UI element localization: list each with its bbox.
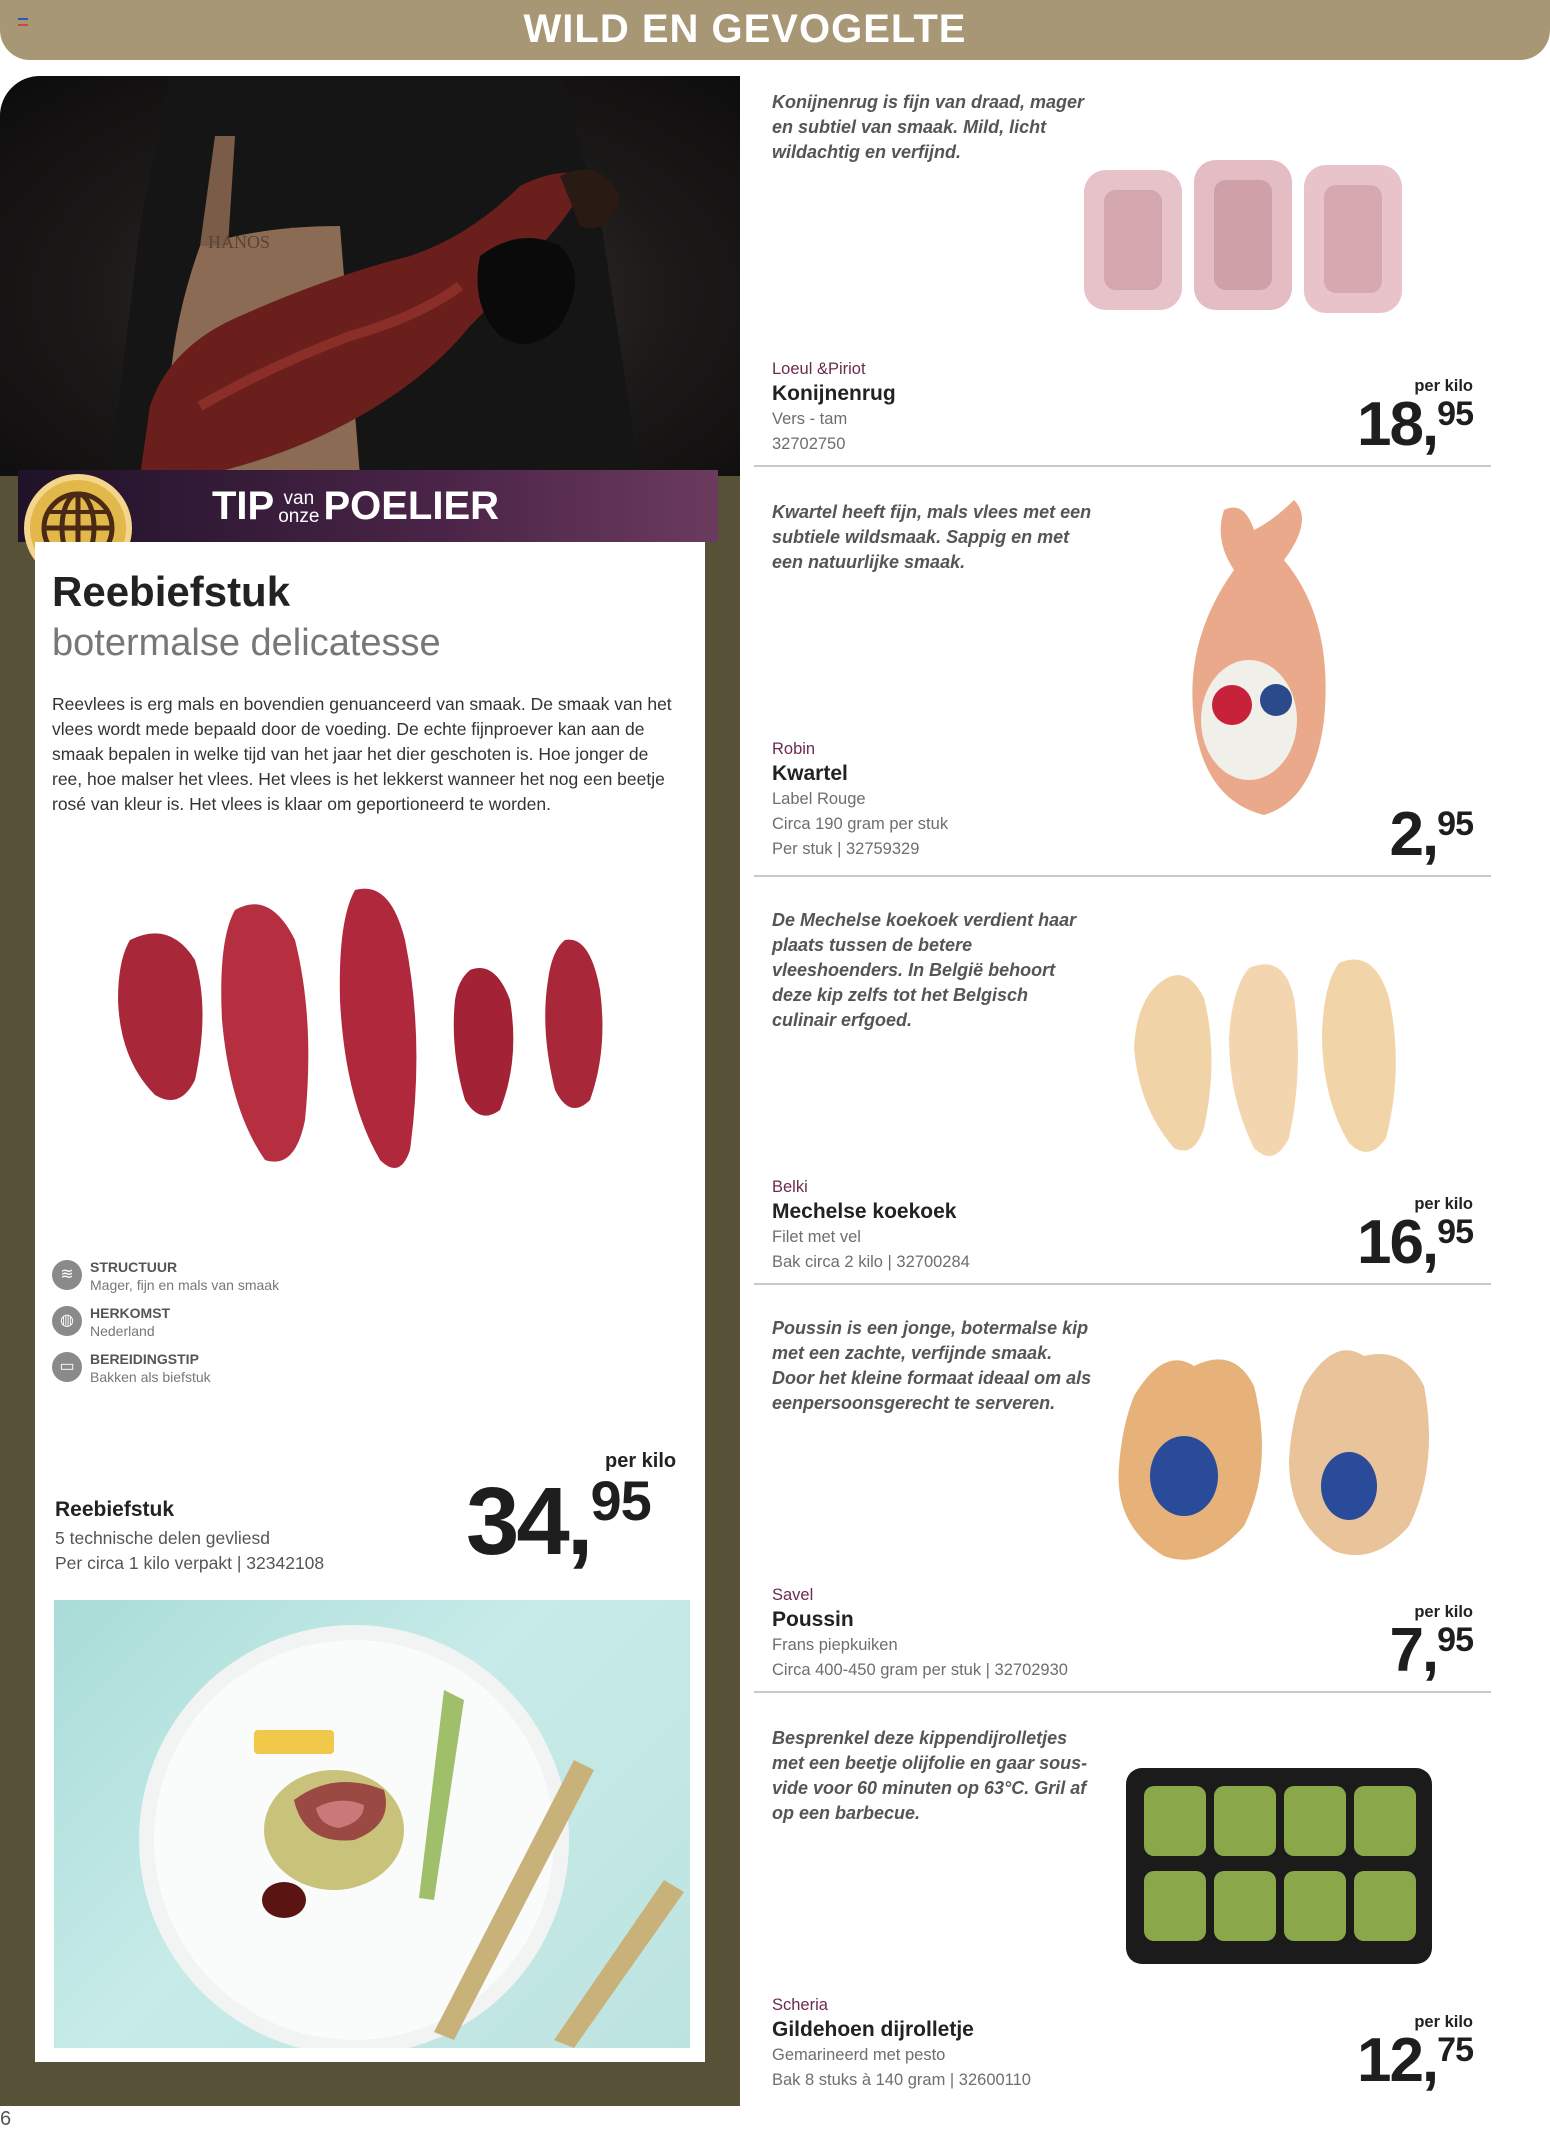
svg-text:HANOS: HANOS [208, 232, 271, 252]
product-brand: Belki [772, 1178, 808, 1196]
chicken-rolls-tray-photo [1124, 1766, 1434, 1966]
product-line2: Bak circa 2 kilo | 32700284 [772, 1253, 970, 1271]
product-poussin [754, 1306, 1491, 1696]
product-price: 18,95 [1356, 390, 1473, 459]
product-line2: Circa 400-450 gram per stuk | 32702930 [772, 1661, 1068, 1679]
product-brand: Robin [772, 740, 816, 758]
property-prep: ▭ BEREIDINGSTIP Bakken als biefstuk [52, 1350, 279, 1396]
product-mechelse-koekoek [754, 898, 1491, 1288]
divider [754, 1283, 1491, 1285]
property-origin: ◍ HERKOMST Nederland [52, 1304, 279, 1350]
product-line2: Bak 8 stuks à 140 gram | 32600110 [772, 2071, 1031, 2089]
feature-subtitle: botermalse delicatesse [52, 622, 441, 664]
product-price: 2,95 [1389, 800, 1473, 869]
property-structure: ≋ STRUCTUUR Mager, fijn en mals van smaak [52, 1258, 279, 1304]
hero-photo [0, 76, 740, 476]
venison-steak-photo [100, 880, 640, 1180]
rabbit-back-photo [1074, 150, 1414, 330]
product-name: Gildehoen dijrolletje [772, 2018, 974, 2041]
product-kwartel [754, 490, 1491, 880]
product-name: Konijnenrug [772, 382, 896, 405]
product-name: Poussin [772, 1608, 854, 1631]
feature-properties [52, 1258, 279, 1396]
plated-dish-photo [54, 1600, 690, 2048]
chicken-fillet-photo [1124, 948, 1434, 1168]
product-line1: Gemarineerd met pesto [772, 2046, 946, 2064]
section-header [0, 0, 1550, 60]
globe-icon: ◍ [52, 1306, 82, 1336]
page-number: 6 [0, 2108, 12, 2130]
feature-product-line2: Per circa 1 kilo verpakt | 32342108 [55, 1553, 325, 1573]
product-line2: Circa 190 gram per stuk [772, 815, 949, 833]
product-description: Besprenkel deze kippendijrolletjes met een beetje olijfolie en gaar sous-vide voor 60 minuten op 63°C. Gril af op een barbecue. [772, 1728, 1088, 1823]
product-price: 16,95 [1356, 1208, 1473, 1277]
product-description: Konijnenrug is fijn van draad, mager en subtiel van smaak. Mild, licht wildachtig en verfijnd. [772, 92, 1085, 162]
product-line3: Per stuk | 32759329 [772, 840, 920, 858]
feature-product-name: Reebiefstuk [55, 1498, 175, 1521]
feature-per-kilo: per kilo [605, 1450, 677, 1472]
product-line1: Label Rouge [772, 790, 866, 808]
quail-photo [1164, 500, 1364, 820]
product-per-kilo: per kilo [1414, 2013, 1473, 2031]
feature-product-line1: 5 technische delen gevliesd [55, 1528, 271, 1548]
pan-icon: ▭ [52, 1352, 82, 1382]
feature-price: 34,95 [466, 1468, 651, 1575]
product-line2: 32702750 [772, 435, 846, 453]
product-description: Poussin is een jonge, botermalse kip met een zachte, verfijnde smaak. Door het kleine formaat ideaal om als eenpersoonsgerecht te serveren. [772, 1318, 1092, 1413]
texture-icon: ≋ [52, 1260, 82, 1290]
product-line1: Frans piepkuiken [772, 1636, 898, 1654]
feature-description: Reevlees is erg mals en bovendien genuanceerd van smaak. De smaak van het vlees wordt mede bepaald door de voeding. De echte fijnproever kan aan de smaak bepalen in welke tijd van het jaar het dier geschoten is. Hoe jonger de ree, hoe malser het vlees. Het vlees is het lekkerst wanneer het nog een beetje rosé van kleur is. Het vlees is klaar om geportioneerd te worden. [52, 694, 672, 814]
product-price: 12,75 [1356, 2026, 1473, 2095]
product-brand: Savel [772, 1586, 814, 1604]
product-per-kilo: per kilo [1414, 1195, 1473, 1213]
divider [754, 875, 1491, 877]
product-brand: Loeul &Piriot [772, 360, 866, 378]
divider [754, 1691, 1491, 1693]
product-per-kilo: per kilo [1414, 377, 1473, 395]
product-line1: Filet met vel [772, 1228, 861, 1246]
product-gildehoen-dijrolletje [754, 1716, 1491, 2106]
poussin-photo [1094, 1326, 1444, 1576]
product-name: Mechelse koekoek [772, 1200, 957, 1223]
product-name: Kwartel [772, 762, 848, 785]
product-konijnenrug [754, 80, 1491, 470]
product-description: De Mechelse koekoek verdient haar plaats tussen de betere vleeshoenders. In België behoort deze kip zelfs tot het Belgisch culinair erfgoed. [772, 910, 1077, 1030]
divider [754, 465, 1491, 467]
product-brand: Scheria [772, 1996, 828, 2014]
product-price: 7,95 [1389, 1616, 1473, 1685]
product-description: Kwartel heeft fijn, mals vlees met een subtiele wildsmaak. Sappig en met een natuurlijke smaak. [772, 502, 1092, 572]
product-per-kilo: per kilo [1414, 1603, 1473, 1621]
section-title: WILD EN GEVOGELTE [523, 7, 967, 51]
feature-title: Reebiefstuk [52, 568, 291, 615]
tip-title: TIP van onze POELIER [212, 484, 500, 528]
product-line1: Vers - tam [772, 410, 848, 428]
